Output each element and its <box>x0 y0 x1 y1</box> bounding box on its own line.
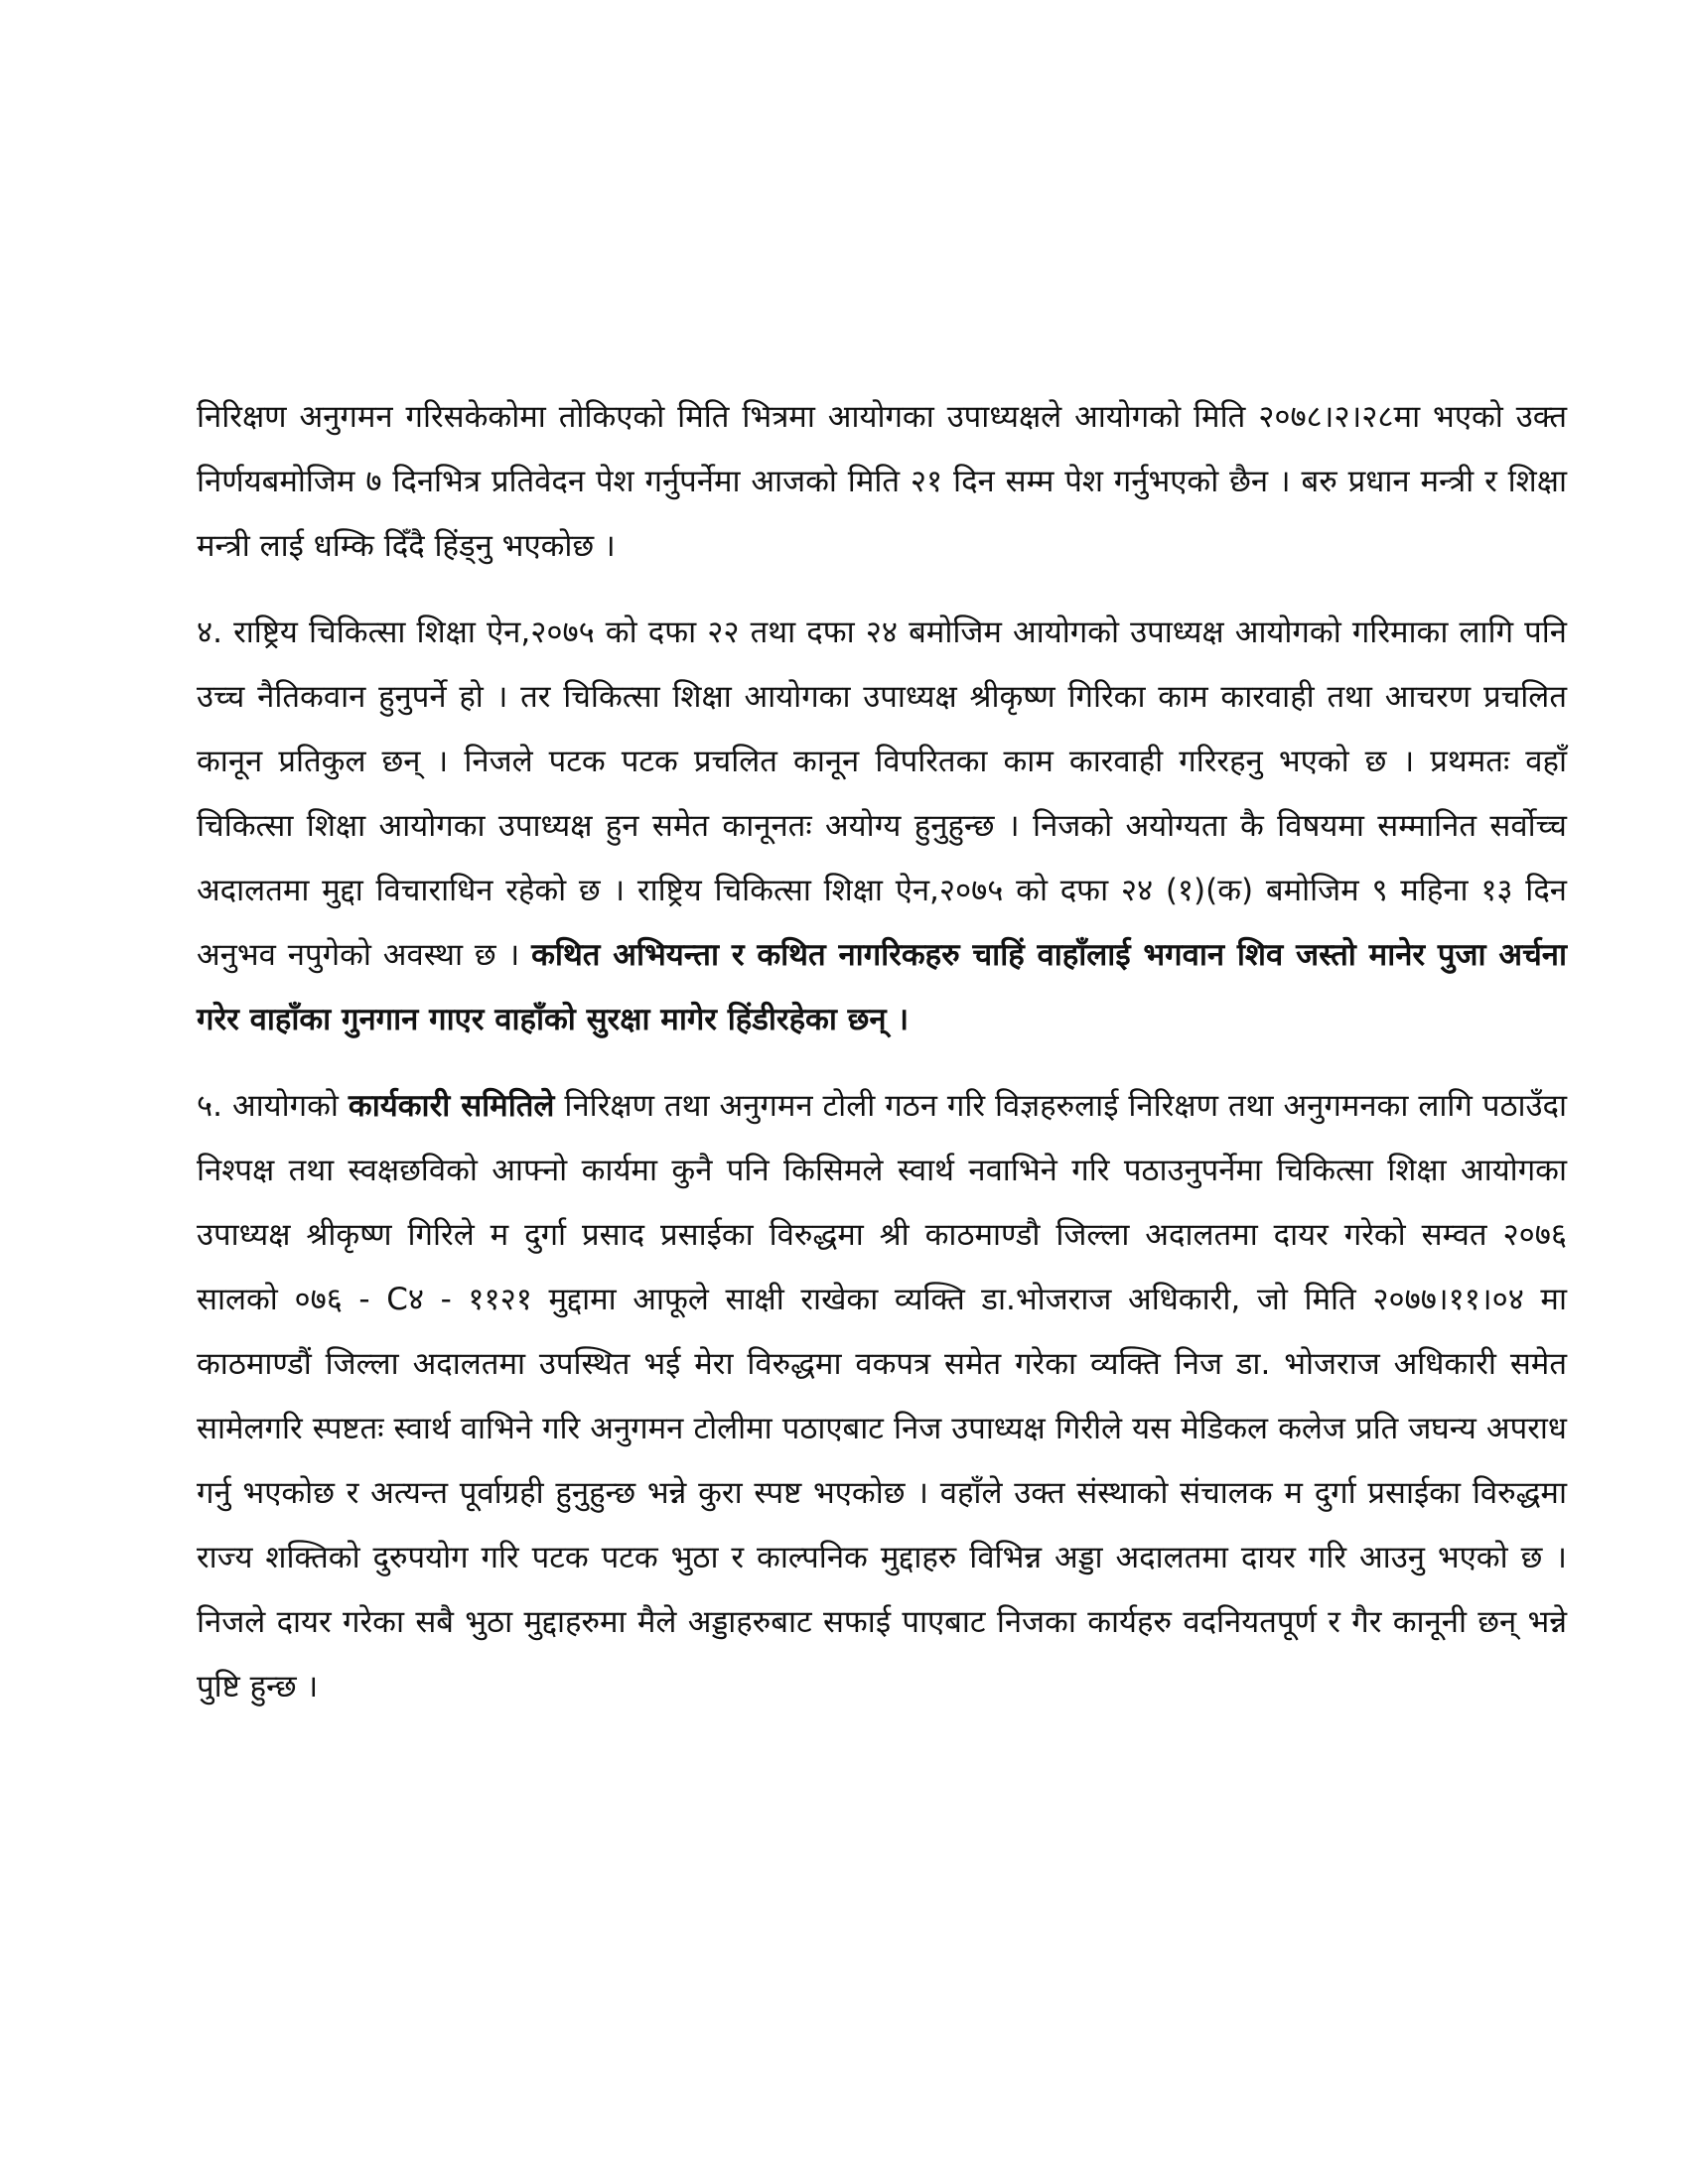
paragraph-point-5 <box>197 1074 1567 1719</box>
paragraph-text: ५. आयोगको <box>197 1088 349 1124</box>
bold-text: कार्यकारी समितिले <box>348 1088 555 1124</box>
bold-text: कथित अभियन्ता र कथित नागरिकहरु चाहिं वाहाँलाई भगवान शिव जस्तो मानेर पुजा अर्चना गरेर वाहाँका गुनगान गाएर वाहाँको सुरक्षा मागेर हिंडीरहेका छन् । <box>197 937 1567 1037</box>
paragraph-text: ४. राष्ट्रिय चिकित्सा शिक्षा ऐन,२०७५ को दफा २२ तथा दफा २४ बमोजिम आयोगको उपाध्यक्ष आयोगको गरिमाका लागि पनि उच्च नैतिकवान हुनुपर्ने हो । तर चिकित्सा शिक्षा आयोगका उपाध्यक्ष श्रीकृष्ण गिरिका काम कारवाही तथा आचरण प्रचलित कानून प्रतिकुल छन् । निजले पटक पटक प्रचलित कानून विपरितका काम कारवाही गरिरहनु भएको छ । प्रथमतः वहाँ चिकित्सा शिक्षा आयोगका उपाध्यक्ष हुन समेत कानूनतः अयोग्य हुनुहुन्छ । निजको अयोग्यता कै विषयमा सम्मानित सर्वोच्च अदालतमा मुद्दा विचाराधिन रहेको छ । राष्ट्रिय चिकित्सा शिक्षा ऐन,२०७५ को दफा २४ (१)(क) बमोजिम ९ महिना १३ दिन अनुभव नपुगेको अवस्था छ । <box>197 614 1567 973</box>
paragraph-text: निरिक्षण तथा अनुगमन टोली गठन गरि विज्ञहरुलाई निरिक्षण तथा अनुगमनका लागि पठाउँदा निश्पक्ष तथा स्वक्षछविको आफ्नो कार्यमा कुनै पनि किसिमले स्वार्थ नवाभिने गरि पठाउनुपर्नेमा चिकित्सा शिक्षा आयोगका उपाध्यक्ष श्रीकृष्ण गिरिले म दुर्गा प्रसाद प्रसाईका विरुद्धमा श्री काठमाण्डौ जिल्ला अदालतमा दायर गरेको सम्वत २०७६ सालको ०७६ - C४ - ११२१ मुद्दामा आफूले साक्षी राखेका व्यक्ति डा.भोजराज अधिकारी, जो मिति २०७७।११।०४ मा काठमाण्डौं जिल्ला अदालतमा उपस्थित भई मेरा विरुद्धमा वकपत्र समेत गरेका व्यक्ति निज डा. भोजराज अधिकारी समेत सामेलगरि स्पष्टतः स्वार्थ वाभिने गरि अनुगमन टोलीमा पठाएबाट निज उपाध्यक्ष गिरीले यस मेडिकल कलेज प्रति जघन्य अपराध गर्नु भएकोछ र अत्यन्त पूर्वाग्रही हुनुहुन्छ भन्ने कुरा स्पष्ट भएकोछ । वहाँले उक्त संस्थाको संचालक म दुर्गा प्रसाईका विरुद्धमा राज्य शक्तिको दुरुपयोग गरि पटक पटक भुठा र काल्पनिक मुद्दाहरु विभिन्न अड्डा अदालतमा दायर गरि आउनु भएको छ । निजले दायर गरेका सबै भुठा मुद्दाहरुमा मैले अड्डाहरुबाट सफाई पाएबाट निजका कार्यहरु वदनियतपूर्ण र गैर कानूनी छन् भन्ने पुष्टि हुन्छ । <box>197 1088 1567 1705</box>
document-page <box>197 385 1567 1719</box>
paragraph-point-4 <box>197 601 1567 1052</box>
paragraph-text: निरिक्षण अनुगमन गरिसकेकोमा तोकिएको मिति भित्रमा आयोगका उपाध्यक्षले आयोगको मिति २०७८।२।२८मा भएको उक्त निर्णयबमोजिम ७ दिनभित्र प्रतिवेदन पेश गर्नुपर्नेमा आजको मिति २१ दिन सम्म पेश गर्नुभएको छैन । बरु प्रधान मन्त्री र शिक्षा मन्त्री लाई धम्कि दिँदै हिंड्नु भएकोछ । <box>197 399 1567 564</box>
paragraph-continuation <box>197 385 1567 579</box>
